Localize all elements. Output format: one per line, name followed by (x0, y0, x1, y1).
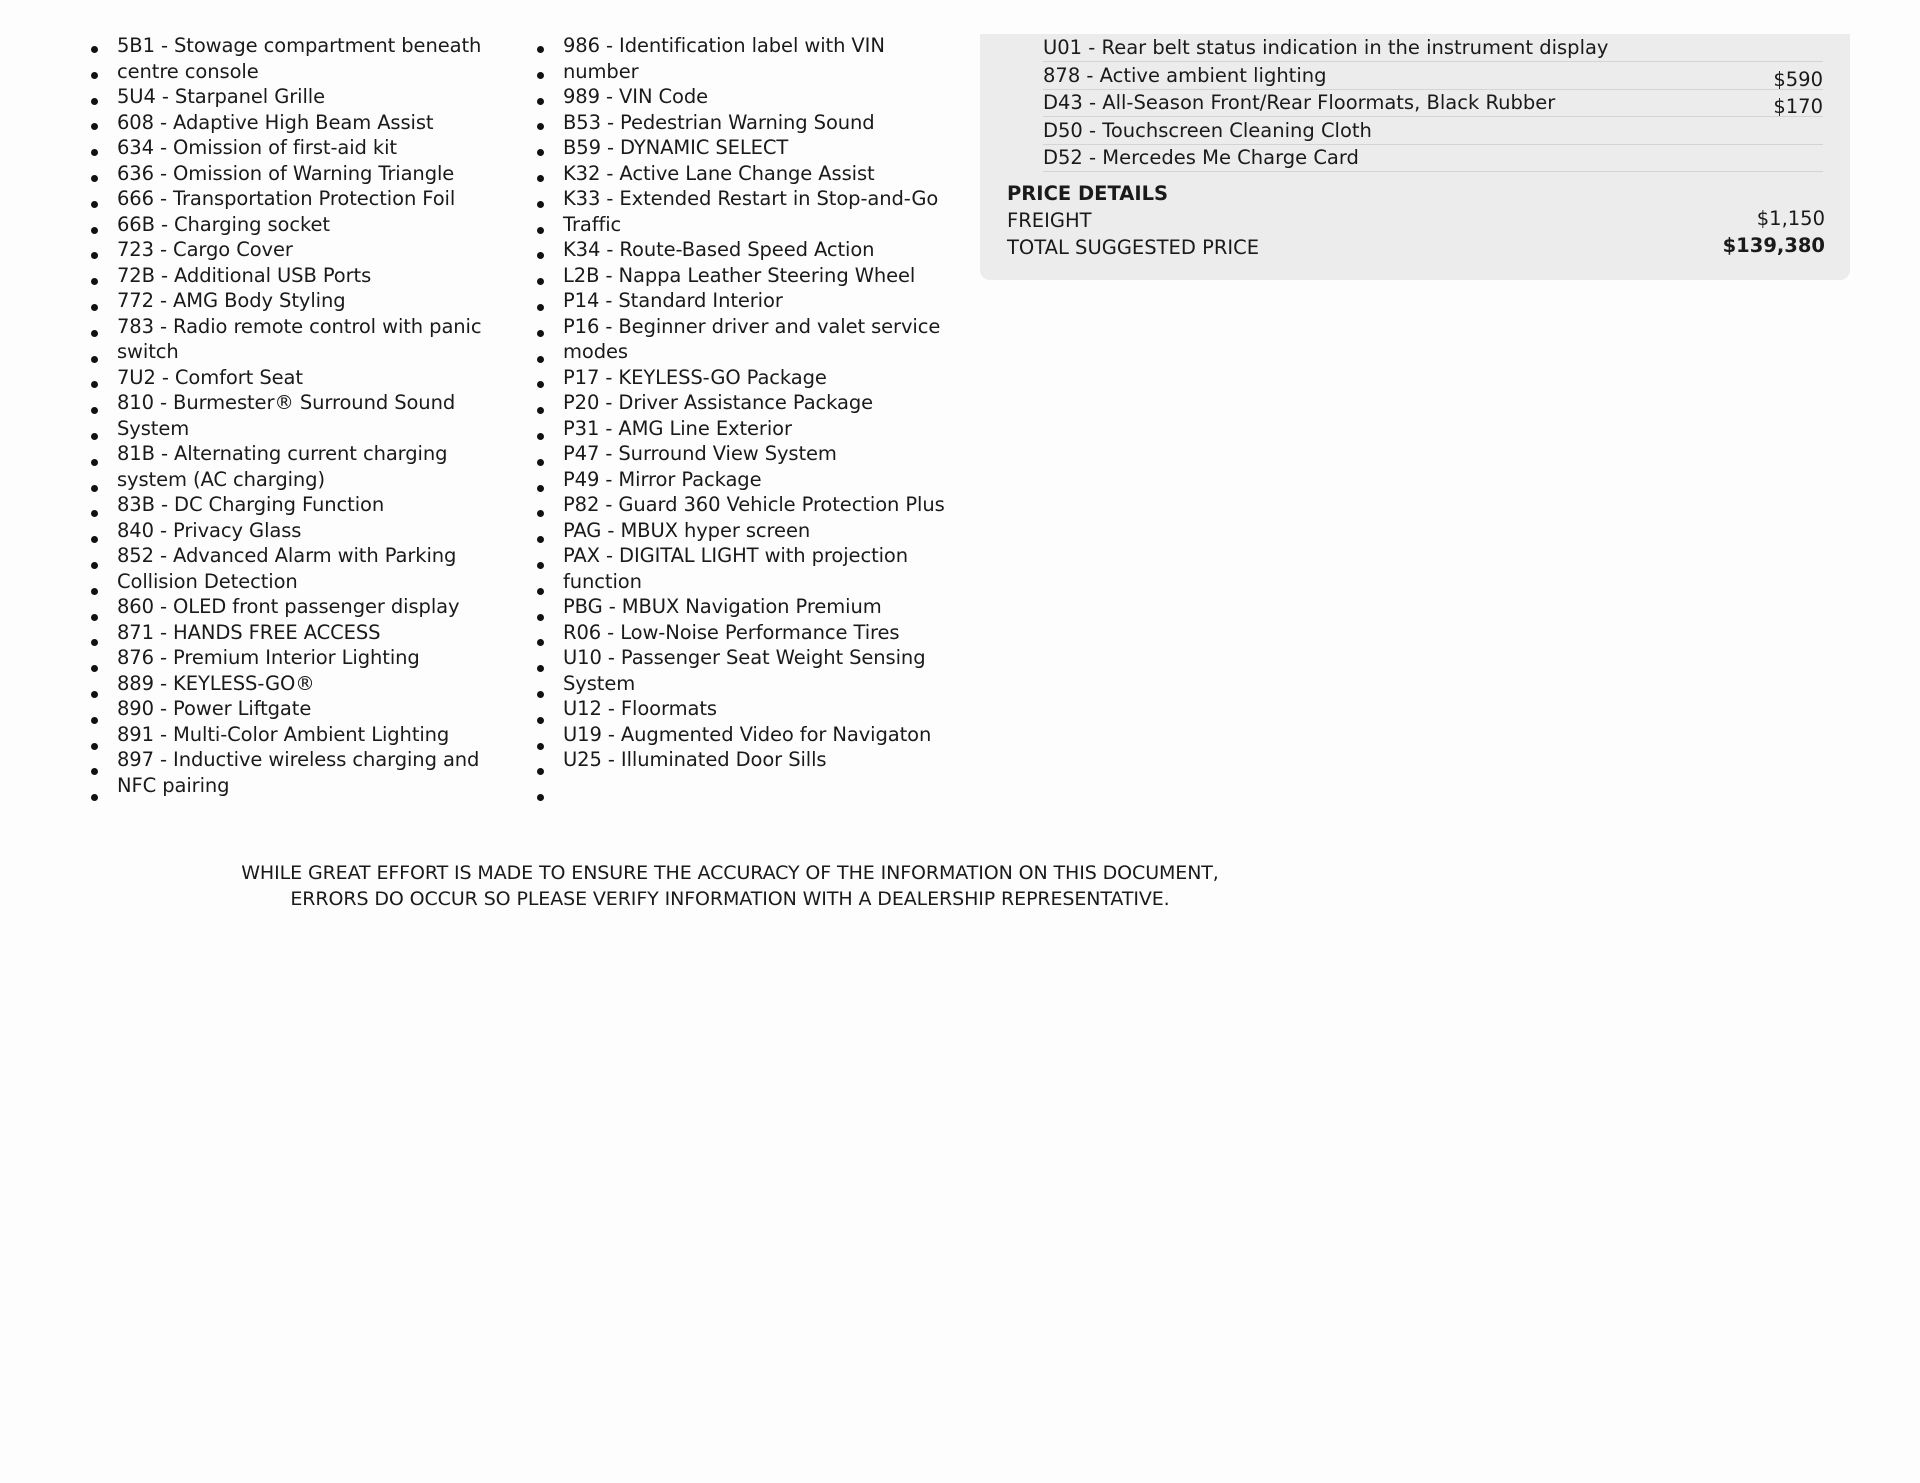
list-item: 891 - Multi-Color Ambient Lighting (117, 722, 450, 746)
list-item: 636 - Omission of Warning Triangle (117, 161, 455, 185)
bullet-icon (537, 252, 544, 259)
list-item: PAG - MBUX hyper screen (563, 518, 811, 542)
list-item: 897 - Inductive wireless charging and NFC pairing (117, 748, 480, 797)
list-item: B53 - Pedestrian Warning Sound (563, 110, 875, 134)
bullet-icon (537, 330, 544, 337)
bullet-icon (91, 304, 98, 311)
option-label: 878 - Active ambient lighting (1043, 64, 1327, 87)
bullet-icon (537, 665, 544, 672)
option-price: $590 (1773, 68, 1823, 91)
list-item: P14 - Standard Interior (563, 289, 783, 312)
bullet-icon (537, 46, 544, 53)
bullet-icon (537, 175, 544, 182)
option-label: D50 - Touchscreen Cleaning Cloth (1043, 119, 1372, 142)
list-item: P16 - Beginner driver and valet service modes (563, 314, 941, 363)
options-list-column-2 (563, 33, 963, 773)
bullet-icon (91, 665, 98, 672)
option-label: U01 - Rear belt status indication in the instrument display (1043, 36, 1609, 59)
bullet-icon (91, 562, 98, 569)
bullet-icon (537, 98, 544, 105)
priced-option-row (1043, 117, 1823, 145)
bullet-icon (91, 794, 98, 801)
bullet-icon (91, 433, 98, 440)
list-item: P47 - Surround View System (563, 442, 837, 465)
list-item: U10 - Passenger Seat Weight Sensing System (563, 646, 926, 695)
bullet-icon (537, 433, 544, 440)
freight-value: $1,150 (1756, 207, 1825, 230)
bullet-icon (91, 614, 98, 621)
list-item: 783 - Radio remote control with panic switch (117, 314, 482, 363)
bullet-icon (537, 123, 544, 130)
bullet-icon (91, 46, 98, 53)
bullet-icon (537, 588, 544, 595)
bullet-icon (537, 614, 544, 621)
total-price-row (1007, 236, 1825, 260)
list-item: 772 - AMG Body Styling (117, 289, 346, 312)
list-item: P20 - Driver Assistance Package (563, 391, 874, 414)
list-item: P31 - AMG Line Exterior (563, 416, 792, 440)
bullet-icon (91, 227, 98, 234)
bullet-icon (91, 485, 98, 492)
option-label: D43 - All-Season Front/Rear Floormats, Black Rubber (1043, 91, 1556, 114)
bullet-icon (537, 356, 544, 363)
bullet-icon (91, 98, 98, 105)
list-item: 852 - Advanced Alarm with Parking Collision Detection (117, 544, 457, 593)
bullet-icon (537, 691, 544, 698)
bullet-icon (91, 175, 98, 182)
list-item: PBG - MBUX Navigation Premium (563, 595, 882, 618)
bullet-icon (537, 149, 544, 156)
bullet-icon (91, 717, 98, 724)
bullet-icon (91, 588, 98, 595)
freight-label: FREIGHT (1007, 209, 1092, 232)
list-item: 871 - HANDS FREE ACCESS (117, 620, 381, 644)
list-item: 81B - Alternating current charging system (AC charging) (117, 442, 448, 491)
list-item: U19 - Augmented Video for Navigaton (563, 722, 932, 746)
bullet-icon (91, 536, 98, 543)
list-item: PAX - DIGITAL LIGHT with projection function (563, 544, 909, 593)
bullet-icon (91, 768, 98, 775)
list-item: K32 - Active Lane Change Assist (563, 161, 875, 185)
list-item: 83B - DC Charging Function (117, 493, 385, 516)
bullet-icon (91, 639, 98, 646)
bullet-icon (91, 407, 98, 414)
priced-option-row (1043, 89, 1823, 117)
list-item: 7U2 - Comfort Seat (117, 365, 303, 389)
priced-option-row (1043, 62, 1823, 90)
bullet-icon (91, 201, 98, 208)
priced-option-row (1043, 144, 1823, 172)
list-item: K34 - Route-Based Speed Action (563, 238, 875, 261)
list-item: P49 - Mirror Package (563, 467, 762, 491)
bullet-icon (91, 381, 98, 388)
bullet-icon (91, 356, 98, 363)
option-price: $170 (1773, 95, 1823, 118)
list-item: 666 - Transportation Protection Foil (117, 187, 456, 210)
list-item: 889 - KEYLESS-GO® (117, 671, 315, 695)
list-item: L2B - Nappa Leather Steering Wheel (563, 263, 916, 287)
list-item: 890 - Power Liftgate (117, 697, 312, 720)
bullet-icon (537, 794, 544, 801)
list-item: 723 - Cargo Cover (117, 238, 293, 261)
list-item: U25 - Illuminated Door Sills (563, 748, 827, 771)
bullet-icon (537, 485, 544, 492)
bullet-icon (537, 510, 544, 517)
list-item: P82 - Guard 360 Vehicle Protection Plus (563, 493, 945, 516)
bullet-icon (537, 201, 544, 208)
list-item: 608 - Adaptive High Beam Assist (117, 110, 434, 134)
bullet-icon (537, 768, 544, 775)
list-item: U12 - Floormats (563, 697, 717, 720)
bullet-icon (91, 278, 98, 285)
bullet-icon (537, 639, 544, 646)
bullet-icon (91, 743, 98, 750)
bullet-icon (91, 691, 98, 698)
list-item: 989 - VIN Code (563, 85, 709, 108)
priced-option-row (1043, 34, 1823, 62)
list-item: 72B - Additional USB Ports (117, 263, 372, 287)
list-item: 5U4 - Starpanel Grille (117, 85, 325, 108)
total-price-label: TOTAL SUGGESTED PRICE (1007, 236, 1260, 259)
list-item: 840 - Privacy Glass (117, 518, 302, 542)
bullet-icon (537, 407, 544, 414)
disclaimer-text: WHILE GREAT EFFORT IS MADE TO ENSURE THE ACCURACY OF THE INFORMATION ON THIS DOCUMENT, ERRORS DO OCCUR SO PLEASE VERIFY INFORMATION WITH A DEALERSHIP REPRESENTATIVE. (241, 862, 1219, 910)
list-item: 860 - OLED front passenger display (117, 595, 460, 618)
list-item: 986 - Identification label with VIN number (563, 34, 885, 83)
list-item: 876 - Premium Interior Lighting (117, 646, 420, 669)
bullet-icon (91, 72, 98, 79)
bullet-icon (537, 304, 544, 311)
bullet-icon (91, 149, 98, 156)
list-item: B59 - DYNAMIC SELECT (563, 136, 789, 159)
list-item: 634 - Omission of first-aid kit (117, 136, 397, 159)
bullet-icon (91, 330, 98, 337)
price-details-heading: PRICE DETAILS (1007, 182, 1169, 205)
list-item: P17 - KEYLESS-GO Package (563, 365, 827, 389)
option-label: D52 - Mercedes Me Charge Card (1043, 146, 1359, 169)
bullet-icon (537, 743, 544, 750)
options-list-column-1 (117, 33, 517, 798)
bullet-icon (537, 562, 544, 569)
list-item: 810 - Burmester® Surround Sound System (117, 391, 456, 440)
bullet-icon (91, 123, 98, 130)
bullet-icon (91, 510, 98, 517)
price-summary-panel (980, 34, 1850, 280)
freight-row (1007, 209, 1825, 233)
list-item: 5B1 - Stowage compartment beneath centre console (117, 34, 482, 83)
bullet-icon (91, 252, 98, 259)
bullet-icon (537, 381, 544, 388)
bullet-icon (91, 459, 98, 466)
list-item: K33 - Extended Restart in Stop-and-Go Traffic (563, 187, 939, 236)
list-item: R06 - Low-Noise Performance Tires (563, 620, 900, 644)
list-item: 66B - Charging socket (117, 212, 330, 236)
total-price-value: $139,380 (1722, 234, 1825, 257)
bullet-icon (537, 227, 544, 234)
bullet-icon (537, 278, 544, 285)
bullet-icon (537, 459, 544, 466)
bullet-icon (537, 536, 544, 543)
bullet-icon (537, 72, 544, 79)
bullet-icon (537, 717, 544, 724)
